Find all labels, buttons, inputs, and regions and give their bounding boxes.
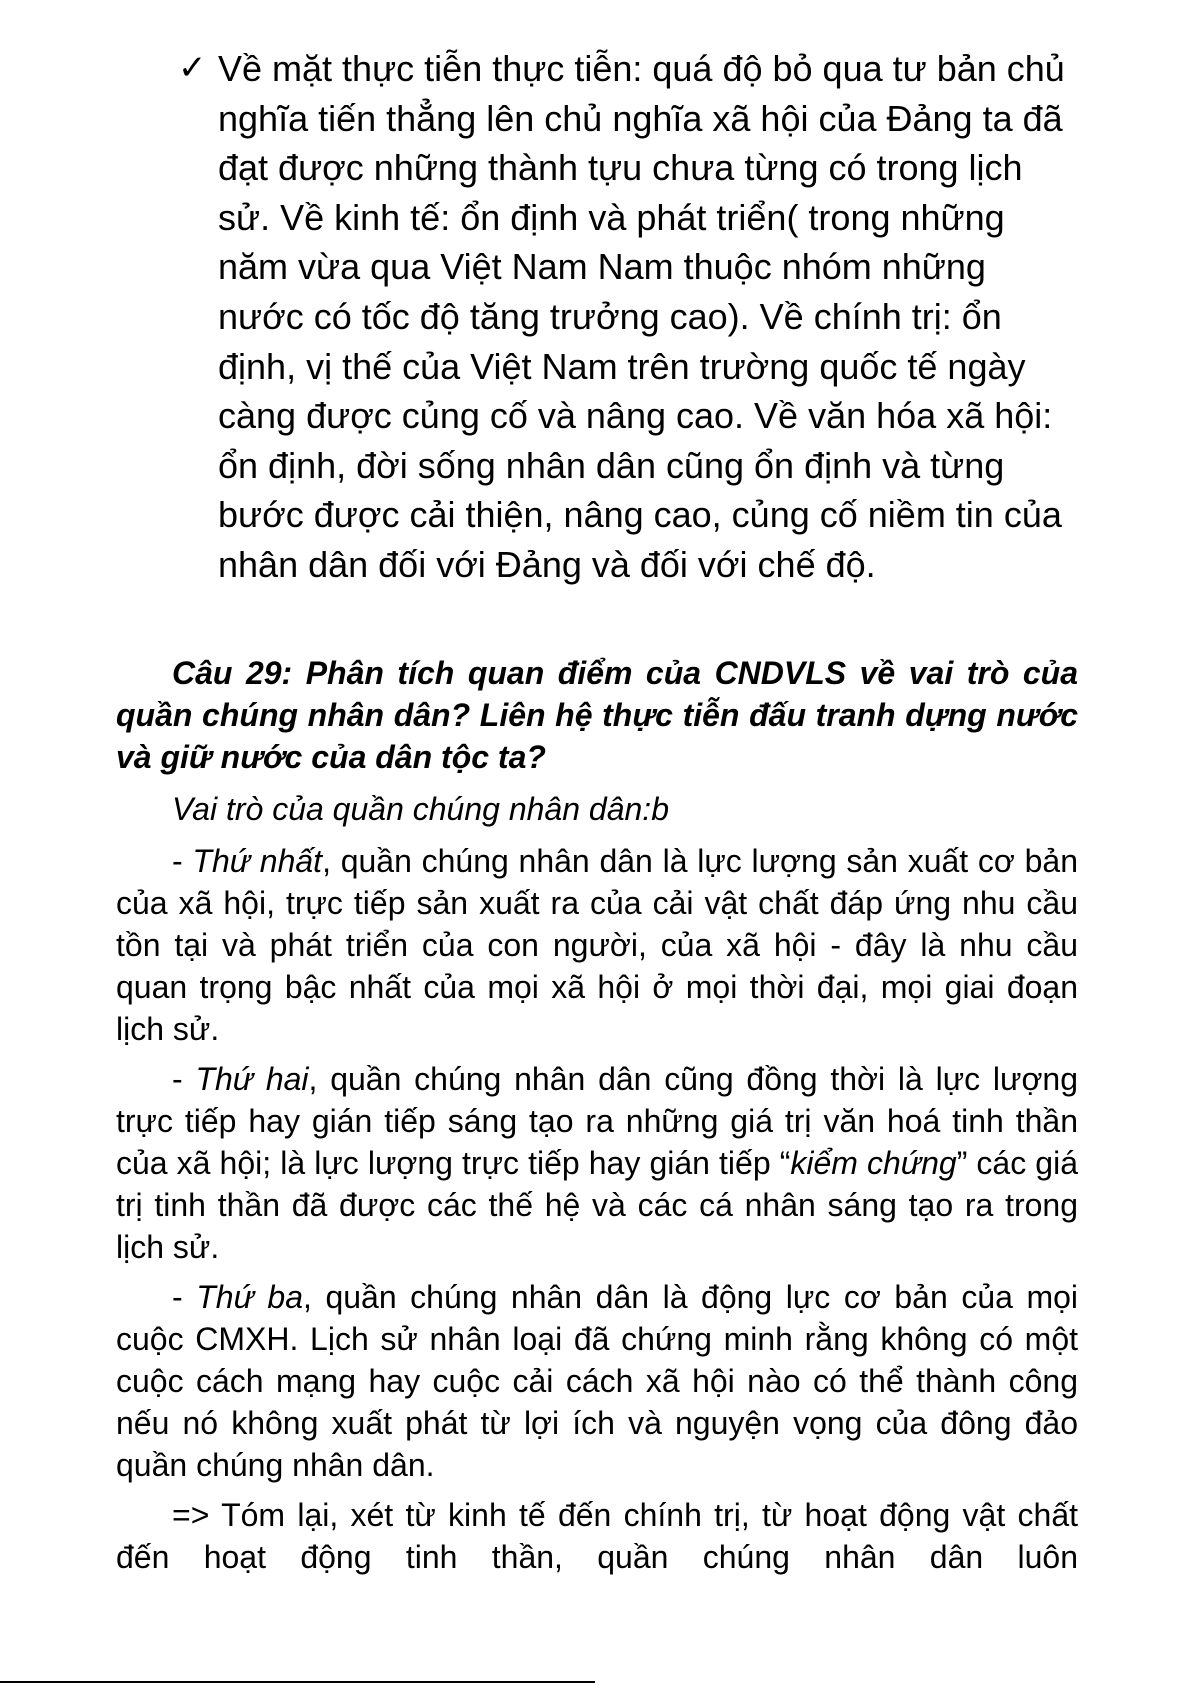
paragraph-second-role [116, 1058, 1078, 1268]
paragraph-body: , quần chúng nhân dân là lực lượng sản xuất cơ bản của xã hội, trực tiếp sản xuất ra của cải vật chất đáp ứng nhu cầu tồn tại và phát triển của con người, của xã hội - đây là nhu cầu quan trọng bậc nhất của mọi xã hội ở mọi thời đại, mọi giai đoạn lịch sử. [116, 843, 1079, 1047]
paragraph-lead-term: Thứ nhất [192, 843, 323, 879]
paragraph-emphasis: kiểm chứng [790, 1145, 957, 1181]
paragraph-lead-term: Thứ hai [195, 1061, 309, 1097]
paragraph-prefix: - [172, 1061, 196, 1097]
paragraph-body-end: ” các giá trị tinh thần đã được các thế hệ và các cá nhân sáng tạo ra trong lịch sử. [116, 1145, 1079, 1265]
paragraph-lead-term: Thứ ba [196, 1279, 303, 1315]
paragraph-summary: => Tóm lại, xét từ kinh tế đến chính trị, từ hoạt động vật chất đến hoạt động tinh thần, quần chúng nhân dân luôn [116, 1497, 1078, 1575]
checkmark-icon: ✓ [178, 48, 207, 88]
checklist-item-text: Về mặt thực tiễn thực tiễn: quá độ bỏ qua tư bản chủ nghĩa tiến thẳng lên chủ nghĩa xã hội của Đảng ta đã đạt được những thành tựu chưa từng có trong lịch sử. Về kinh tế: ổn định và phát triển( trong những năm vừa qua Việt Nam Nam thuộc nhóm những nước có tốc độ tăng trưởng cao). Về chính trị: ổn định, vị thế của Việt Nam trên trường quốc tế ngày càng được củng cố và nâng cao. Về văn hóa xã hội: ổn định, đời sống nhân dân cũng ổn định và từng bước được cải thiện, nâng cao, củng cố niềm tin của nhân dân đối với Đảng và đối với chế độ. [218, 48, 1065, 585]
paragraph-prefix: - [172, 843, 193, 879]
paragraph-body: , quần chúng nhân dân cũng đồng thời là lực lượng trực tiếp hay gián tiếp sáng tạo ra những giá trị văn hoá tinh thần của xã hội; là lực lượng trực tiếp hay gián tiếp “ [116, 1061, 1079, 1181]
section-subheading: Vai trò của quần chúng nhân dân:b [172, 791, 669, 827]
checklist-item [178, 44, 1078, 590]
paragraph-third-role [116, 1276, 1078, 1486]
footer-divider [0, 1681, 595, 1683]
paragraph-first-role [116, 840, 1078, 1050]
body-text [116, 652, 1078, 1586]
paragraph-prefix: - [172, 1279, 197, 1315]
question-heading: Câu 29: Phân tích quan điểm của CNDVLS về vai trò của quần chúng nhân dân? Liên hệ thực tiễn đấu tranh dựng nước và giữ nước của dân tộc ta? [116, 655, 1078, 775]
paragraph-body: , quần chúng nhân dân là động lực cơ bản của mọi cuộc CMXH. Lịch sử nhân loại đã chứng minh rằng không có một cuộc cách mạng hay cuộc cải cách xã hội nào có thể thành công nếu nó không xuất phát từ lợi ích và nguyện vọng của đông đảo quần chúng nhân dân. [116, 1279, 1079, 1483]
